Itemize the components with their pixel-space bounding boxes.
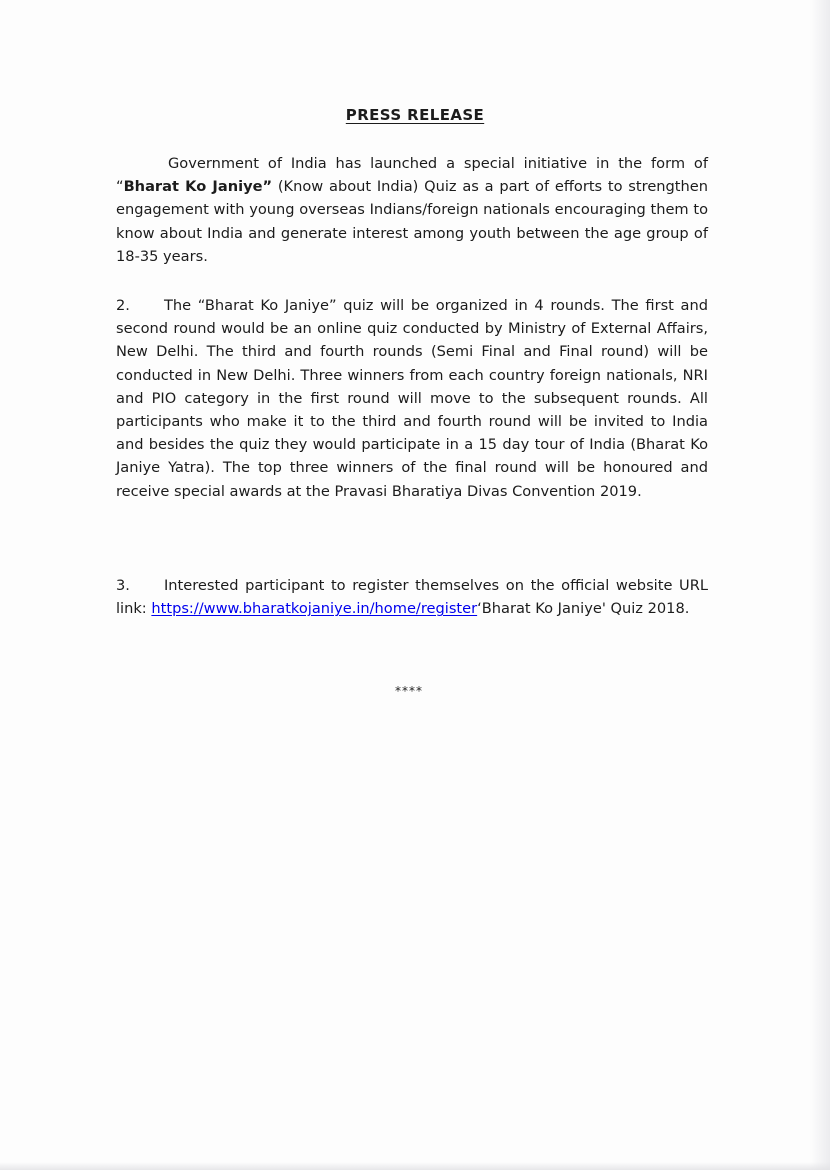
end-mark: **** bbox=[395, 684, 423, 698]
paragraph-3 bbox=[116, 574, 708, 620]
paragraph-2-number: 2. bbox=[116, 297, 130, 314]
scan-edge-shadow-right bbox=[810, 0, 830, 1170]
paragraph-1-bold-text: Bharat Ko Janiye” bbox=[123, 178, 273, 196]
paragraph-1-text-before: Government of India has launched a special initiative in the form of “ bbox=[116, 155, 708, 196]
scan-edge-shadow-bottom bbox=[0, 1162, 830, 1170]
paragraph-3-number: 3. bbox=[116, 577, 130, 594]
paragraph-1 bbox=[116, 152, 708, 268]
paragraph-2 bbox=[116, 294, 708, 503]
paragraph-3-text-after: ‘Bharat Ko Janiye' Quiz 2018. bbox=[477, 600, 690, 618]
page-title: PRESS RELEASE bbox=[345, 106, 485, 124]
paragraph-1-text-after: (Know about India) Quiz as a part of efforts to strengthen engagement with young overseas Indians/foreign nationals encouraging them to know about India and generate interest among youth between the age group of 18-35 years. bbox=[116, 178, 709, 265]
paragraph-3-text-before: Interested participant to register themselves on the official website URL link: bbox=[116, 577, 708, 618]
paragraph-2-text: The “Bharat Ko Janiye” quiz will be organized in 4 rounds. The first and second round would be an online quiz conducted by Ministry of External Affairs, New Delhi. The third and fourth rounds (Semi Final and Final round) will be conducted in New Delhi. Three winners from each country foreign nationals, NRI and PIO category in the first round will move to the subsequent rounds. All participants who make it to the third and fourth round will be invited to India and besides the quiz they would participate in a 15 day tour of India (Bharat Ko Janiye Yatra). The top three winners of the final round will be honoured and receive special awards at the Pravasi Bharatiya Divas Convention 2019. bbox=[116, 297, 708, 500]
register-link[interactable]: https://www.bharatkojaniye.in/home/register bbox=[151, 600, 478, 618]
